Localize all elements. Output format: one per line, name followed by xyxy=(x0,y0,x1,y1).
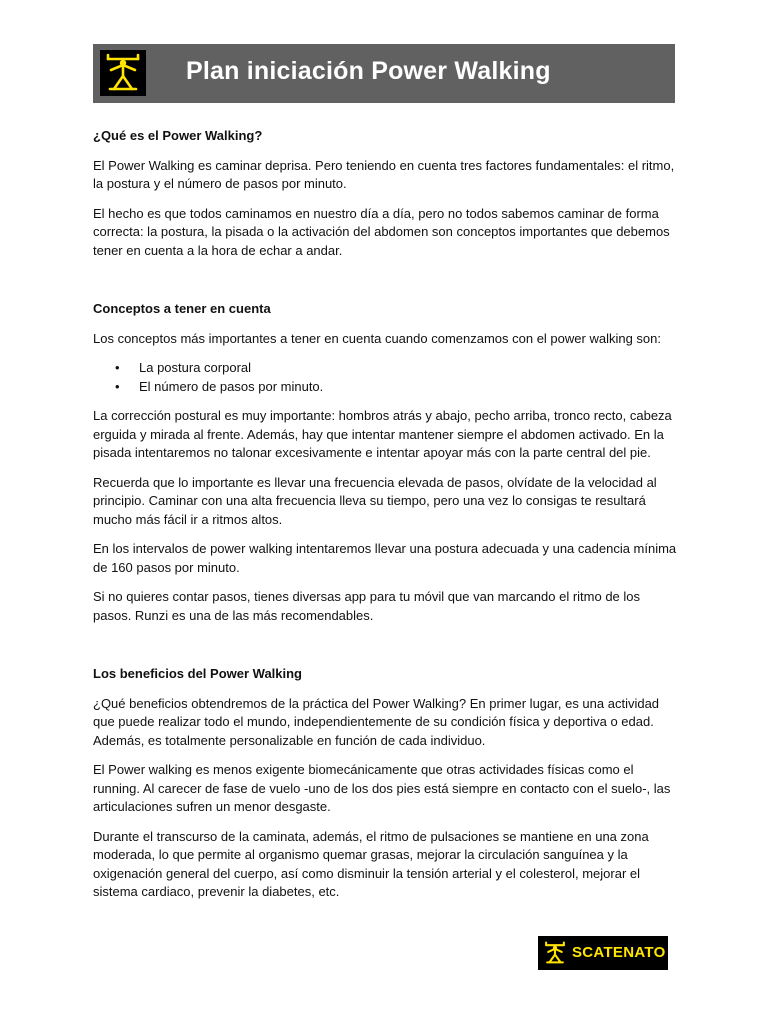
list-item-text: El número de pasos por minuto. xyxy=(139,378,324,394)
document-body xyxy=(93,127,677,913)
paragraph: El hecho es que todos caminamos en nuestro día a día, pero no todos sabemos caminar de forma correcta: la postura, la pisada o la activación del abdomen son conceptos importantes que debemos tener en cuenta a la hora de echar a andar. xyxy=(93,205,670,258)
brand-logo xyxy=(100,50,146,96)
paragraph: Los conceptos más importantes a tener en cuenta cuando comenzamos con el power walking son: xyxy=(93,330,661,346)
vitruvian-figure-icon xyxy=(100,50,146,96)
section-heading: Conceptos a tener en cuenta xyxy=(93,301,271,316)
paragraph: Recuerda que lo importante es llevar una frecuencia elevada de pasos, olvídate de la velocidad al principio. Caminar con una alta frecuencia lleva su tiempo, pero una vez lo consigas te resultará mucho más fácil ir a ritmos altos. xyxy=(93,474,657,527)
page-title: Plan iniciación Power Walking xyxy=(186,57,551,85)
paragraph: El Power walking es menos exigente biomecánicamente que otras actividades físicas como el running. Al carecer de fase de vuelo -uno de los dos pies está siempre en contacto con el suelo-, las articulaciones sufren un menor desgaste. xyxy=(93,762,671,814)
paragraph: Durante el transcurso de la caminata, además, el ritmo de pulsaciones se mantiene en una zona moderada, lo que permite al organismo quemar grasas, mejorar la circulación sanguínea y la oxigenación general del cuerpo, así como disminuir la tensión arterial y el colesterol, mejorar el sistema cardiaco, prevenir la diabetes, etc. xyxy=(93,828,649,899)
paragraph: Si no quieres contar pasos, tienes diversas app para tu móvil que van marcando el ritmo de los pasos. Runzi es una de las más recomendables. xyxy=(93,589,641,623)
paragraph: En los intervalos de power walking intentaremos llevar una postura adecuada y una cadencia mínima de 160 pasos por minuto. xyxy=(93,541,677,575)
list-item-text: La postura corporal xyxy=(139,360,252,375)
footer-brand-logo xyxy=(538,936,668,970)
bullet-icon: • xyxy=(115,360,120,375)
title-banner xyxy=(93,44,675,103)
paragraph: El Power Walking es caminar deprisa. Pero teniendo en cuenta tres factores fundamentales: el ritmo, la postura y el número de pasos por minuto. xyxy=(93,157,675,191)
vitruvian-figure-icon xyxy=(543,941,567,965)
section-heading: ¿Qué es el Power Walking? xyxy=(93,128,263,143)
brand-name: SCATENATO xyxy=(572,944,666,961)
paragraph: La corrección postural es muy importante: hombros atrás y abajo, pecho arriba, tronco recto, cabeza erguida y mirada al frente. Además, hay que intentar mantener siempre el abdomen activado. En la pisada intentaremos no talonar excesivamente e intentar apoyar más con la parte central del pie. xyxy=(93,408,672,460)
section-heading: Los beneficios del Power Walking xyxy=(93,666,303,681)
bullet-icon: • xyxy=(115,378,120,394)
paragraph: ¿Qué beneficios obtendremos de la práctica del Power Walking? En primer lugar, es una actividad que puede realizar todo el mundo, independientemente de su condición física y deportiva o edad. Además, es totalmente personalizable en función de cada individuo. xyxy=(93,695,660,748)
list-item xyxy=(93,359,677,378)
list-item xyxy=(93,378,677,397)
bullet-list xyxy=(93,359,677,396)
